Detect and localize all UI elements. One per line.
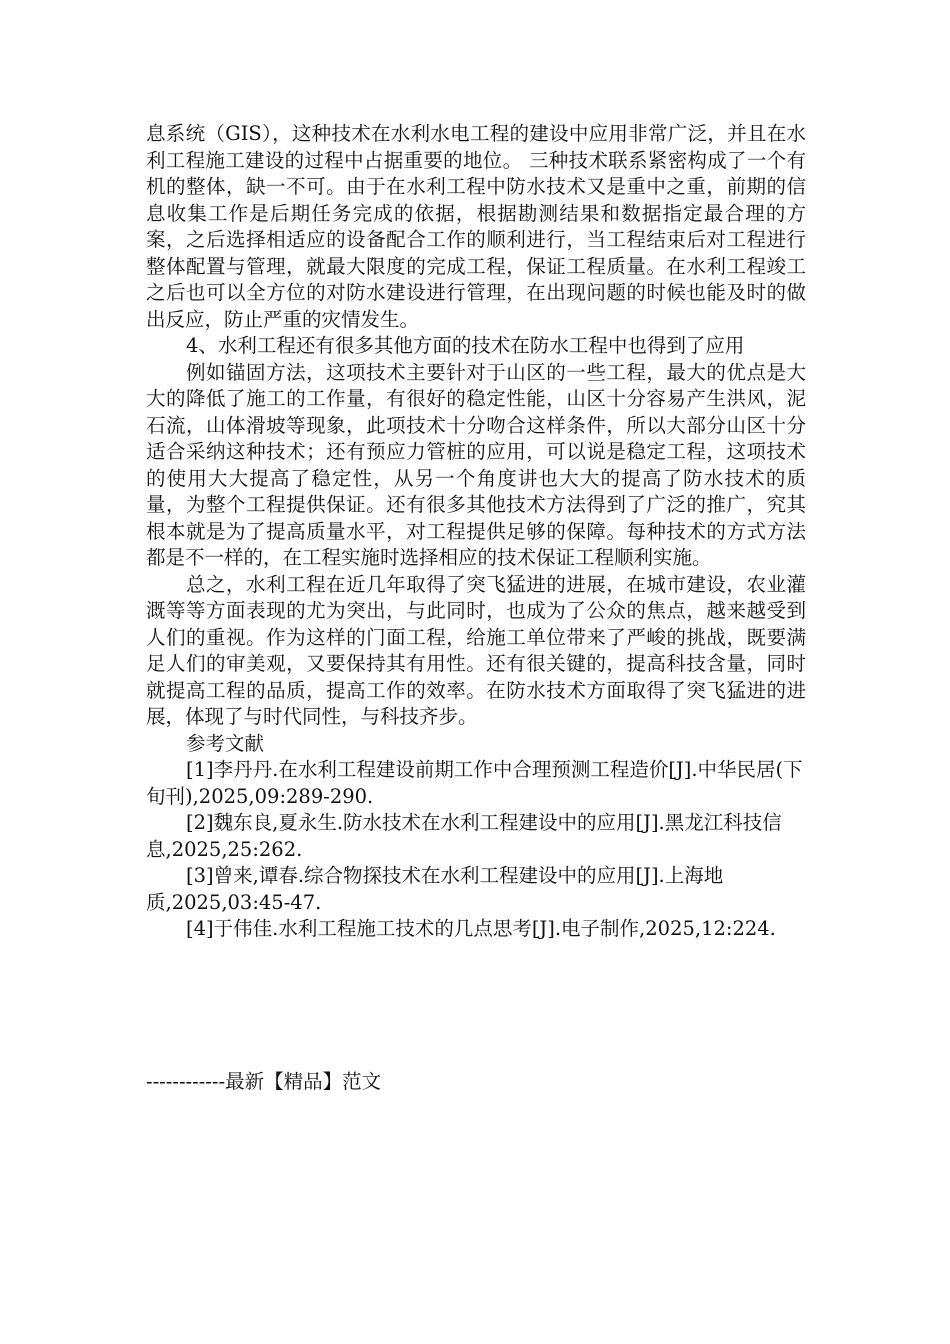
reference-item: [4]于伟佳.水利工程施工技术的几点思考[J].电子制作,2025,12:224. [186,917,776,940]
paragraph-continued: 息系统（GIS），这种技术在水利水电工程的建设中应用非常广泛，并且在水利工程施工建设的过程中占据重要的地位。 三种技术联系紧密构成了一个有机的整体，缺一不可。由于在水利工程中防水技术又是重中之重，前期的信息收集工作是后期任务完成的依据，根据勘测结果和数据指定最合理的方案，之后选择相适应的设备配合工作的顺利进行，当工程结束后对工程进行整体配置与管理，就最大限度的完成工程，保证工程质量。在水利工程竣工之后也可以全方位的对防水建设进行管理，在出现问题的时候也能及时的做出反应，防止严重的灾情发生。 [146,122,806,331]
section-heading: 4、水利工程还有很多其他方面的技术在防水工程中也得到了应用 [186,334,745,357]
reference-item: [3]曾来,谭春.综合物探技术在水利工程建设中的应用[J].上海地质,2025,03:45-47. [146,864,724,914]
references-title: 参考文献 [186,731,265,755]
paragraph: 例如锚固方法，这项技术主要针对于山区的一些工程，最大的优点是大大的降低了施工的工作量，有很好的稳定性能，山区十分容易产生洪风，泥石流，山体滑坡等现象，此项技术十分吻合这样条件，所以大部分山区十分适合采纳这种技术；还有预应力管桩的应用，可以说是稳定工程，这项技术的使用大大提高了稳定性，从另一个角度讲也大大的提高了防水技术的质量，为整个工程提供保证。还有很多其他技术方法得到了广泛的推广，究其根本就是为了提高质量水平，对工程提供足够的保障。每种技术的方式方法都是不一样的，在工程实施时选择相应的技术保证工程顺利实施。 [146,360,806,569]
document-body [146,121,806,943]
paragraph-conclusion: 总之，水利工程在近几年取得了突飞猛进的进展，在城市建设，农业灌溉等等方面表现的尤为突出，与此同时，也成为了公众的焦点，越来越受到人们的重视。作为这样的门面工程，给施工单位带来了严峻的挑战，既要满足人们的审美观，又要保持其有用性。还有很关键的，提高科技含量，同时就提高工程的品质，提高工作的效率。在防水技术方面取得了突飞猛进的进展，体现了与时代同性，与科技齐步。 [146,572,806,728]
reference-item: [1]李丹丹.在水利工程建设前期工作中合理预测工程造价[J].中华民居(下旬刊),2025,09:289-290. [146,758,803,808]
reference-item: [2]魏东良,夏永生.防水技术在水利工程建设中的应用[J].黑龙江科技信息,2025,25:262. [146,811,782,861]
page-footer: ------------最新【精品】范文 [146,1070,382,1093]
